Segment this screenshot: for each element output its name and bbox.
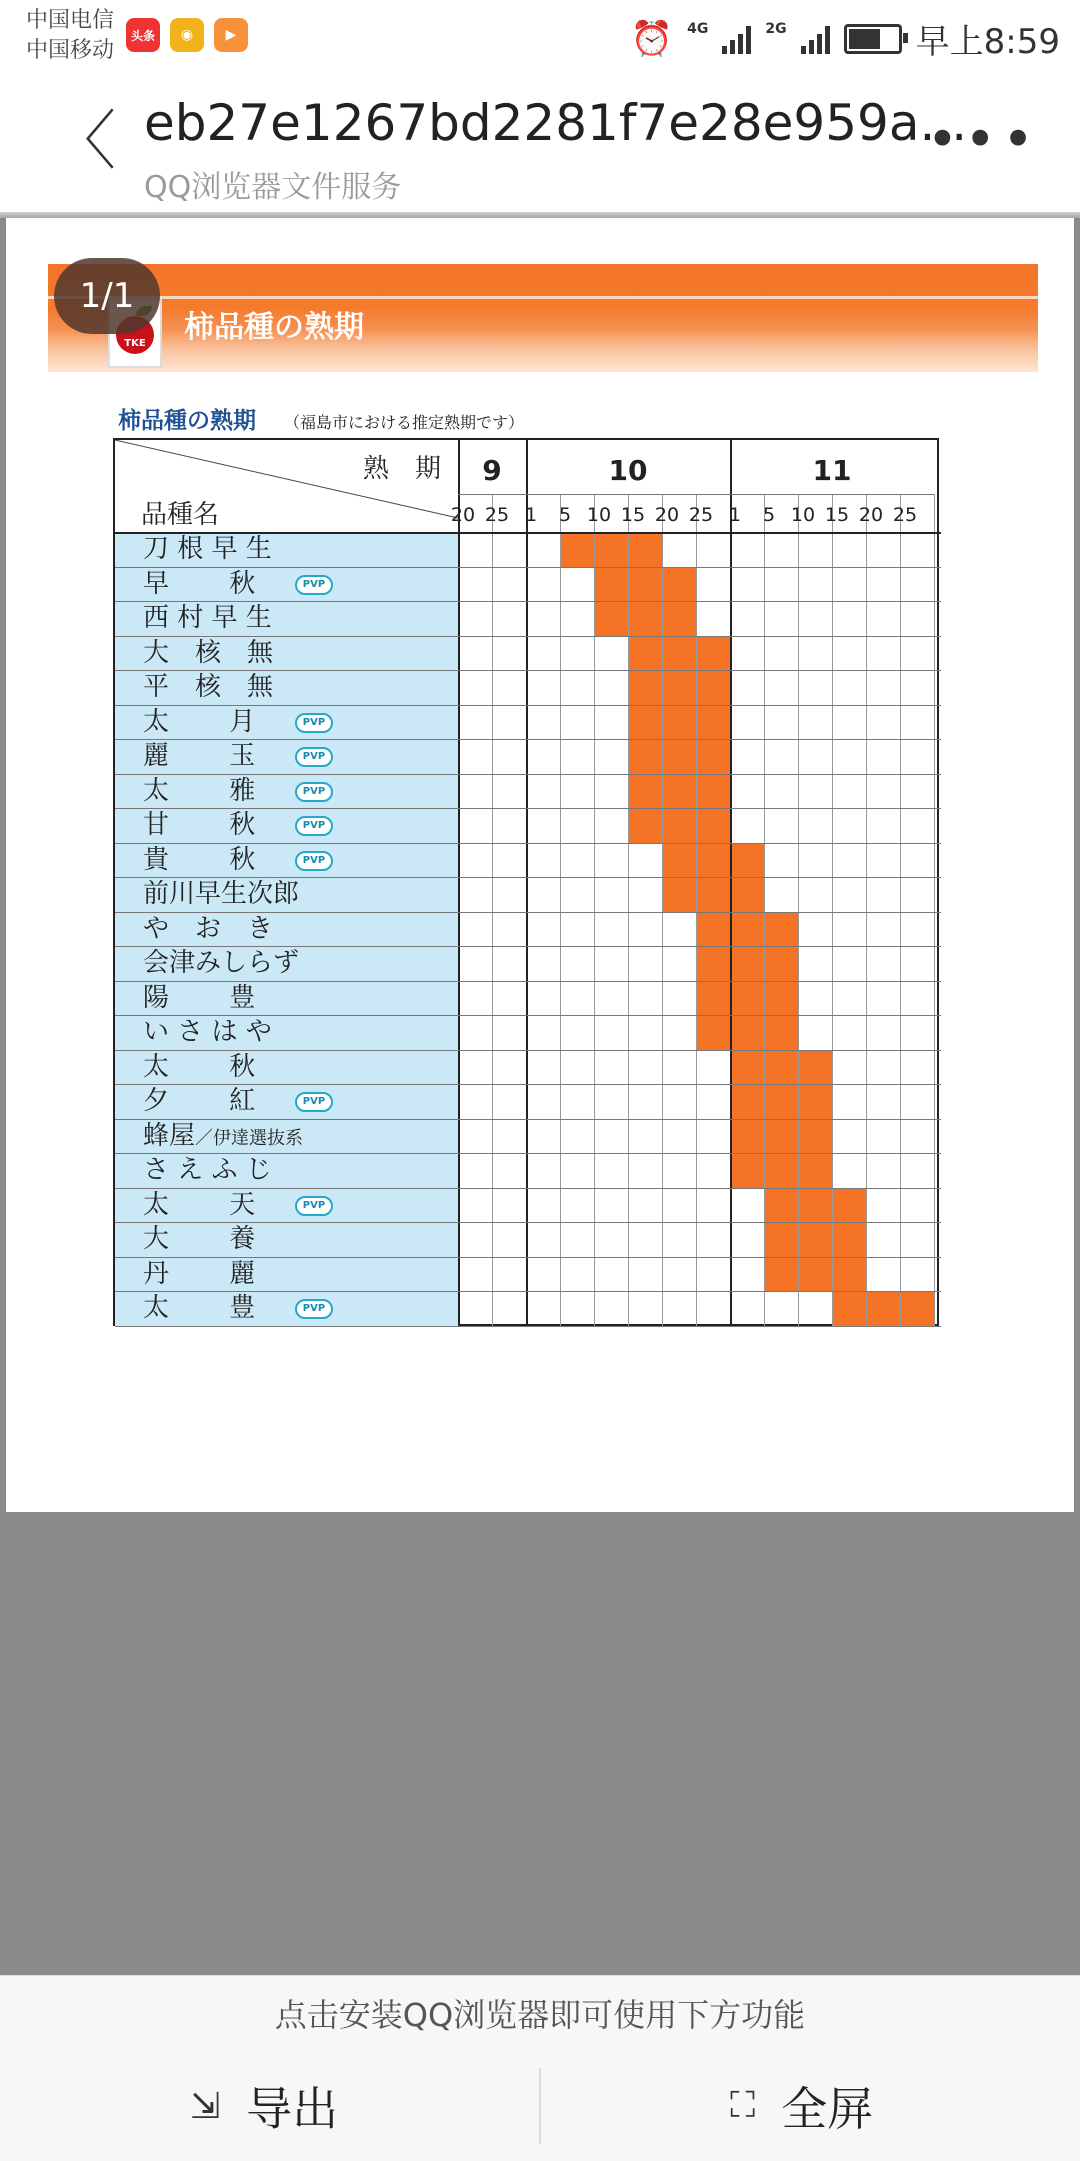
variety-subtitle: ／伊達選抜系 — [195, 1127, 304, 1149]
ripening-period-bar — [594, 567, 696, 602]
variety-name: 甘 秋 — [143, 810, 256, 840]
grid-vertical-line — [764, 494, 765, 1326]
video-app-icon: ▶ — [214, 18, 248, 52]
logo-text: TKE — [124, 338, 146, 349]
ripening-period-bar — [696, 946, 798, 981]
export-icon: ⇲ — [190, 2085, 221, 2127]
status-bar — [0, 0, 1080, 72]
variety-name: 平 核 無 — [143, 672, 274, 702]
pvp-badge: PVP — [295, 575, 333, 595]
variety-name: 早 秋 — [143, 568, 256, 599]
pvp-badge: PVP — [295, 1196, 333, 1216]
variety-name: 陽 豊 — [143, 982, 256, 1013]
ripening-period-bar — [628, 705, 730, 740]
day-label: 20 — [654, 504, 680, 526]
net-type-2: 2G — [765, 20, 787, 37]
chart-note: （福島市における推定熟期です） — [284, 413, 525, 432]
carrier-info — [26, 6, 114, 66]
grid-vertical-line — [594, 494, 595, 1326]
net-type-1: 4G — [687, 20, 709, 37]
grid-vertical-line — [934, 494, 935, 1326]
document-banner — [48, 264, 1038, 372]
variety-name: 刀 根 早 生 — [143, 534, 272, 564]
variety-name: 太 天 — [143, 1189, 256, 1220]
day-label: 10 — [790, 504, 816, 526]
day-label: 25 — [892, 504, 918, 526]
variety-name: 太 雅 — [143, 775, 256, 806]
fullscreen-label: 全屏 — [781, 2082, 874, 2136]
pvp-badge: PVP — [295, 1092, 333, 1112]
grid-vertical-line — [492, 494, 493, 1326]
bottom-toolbar — [0, 1975, 1080, 2161]
grid-vertical-line — [560, 494, 561, 1326]
variety-name: 太 月 — [143, 706, 256, 737]
grid-vertical-line — [526, 440, 528, 1326]
day-label: 25 — [484, 504, 510, 526]
variety-name: 蜂屋／伊達選抜系 — [143, 1120, 304, 1151]
day-label: 1 — [524, 504, 538, 526]
ripening-period-bar — [696, 1015, 798, 1050]
ripening-period-bar — [832, 1291, 934, 1326]
export-button[interactable] — [190, 2066, 338, 2146]
app-header — [0, 72, 1080, 212]
grid-vertical-line — [832, 494, 833, 1326]
grid-vertical-line — [662, 494, 663, 1326]
alarm-icon: ⏰ — [630, 18, 674, 59]
fullscreen-icon: ⛶ — [730, 2085, 756, 2126]
ripening-period-bar — [730, 1084, 832, 1119]
month-divider-line — [458, 494, 934, 495]
grid-vertical-line — [900, 494, 901, 1326]
ripening-period-bar — [764, 1222, 866, 1257]
ripening-period-bar — [560, 532, 662, 567]
toutiao-icon: 头条 — [126, 18, 160, 52]
day-label: 20 — [858, 504, 884, 526]
chart-title: 柿品種の熟期 — [118, 408, 256, 434]
ripening-period-bar — [730, 1119, 832, 1154]
pvp-badge: PVP — [295, 747, 333, 767]
grid-vertical-line — [866, 494, 867, 1326]
app-notification-icon: ◉ — [170, 18, 204, 52]
month-label: 11 — [812, 454, 852, 487]
variety-name: 西 村 早 生 — [143, 603, 272, 633]
pvp-badge: PVP — [295, 782, 333, 802]
ripening-period-bar — [764, 1188, 866, 1223]
banner-title: 柿品種の熟期 — [184, 310, 364, 345]
ripening-period-bar — [696, 912, 798, 947]
clock: 早上8:59 — [915, 22, 1060, 62]
variety-name: 太 秋 — [143, 1051, 256, 1082]
day-label: 15 — [824, 504, 850, 526]
document-title: eb27e1267bd2281f7e28e959a... — [144, 94, 968, 152]
ripening-period-bar — [696, 981, 798, 1016]
day-label: 20 — [450, 504, 476, 526]
variety-name: 会津みしらず — [143, 948, 300, 978]
back-arrow-icon[interactable]: 〈 — [52, 105, 116, 179]
ripening-period-bar — [594, 601, 696, 636]
status-right — [631, 14, 1060, 63]
variety-name: 貴 秋 — [143, 844, 256, 875]
grid-vertical-line — [458, 440, 460, 1326]
grid-vertical-line — [696, 494, 697, 1326]
page-indicator: 1/1 — [54, 258, 160, 334]
month-label: 9 — [482, 454, 502, 487]
ripening-period-bar — [764, 1257, 866, 1292]
day-label: 5 — [558, 504, 572, 526]
grid-vertical-line — [730, 440, 732, 1326]
variety-name: 麗 玉 — [143, 741, 256, 771]
month-label: 10 — [608, 454, 648, 487]
header-ripening-label: 熟 期 — [363, 454, 442, 484]
ripening-period-bar — [662, 843, 764, 878]
grid-vertical-line — [798, 494, 799, 1326]
day-label: 5 — [762, 504, 776, 526]
pvp-badge: PVP — [295, 851, 333, 871]
grid-vertical-line — [628, 494, 629, 1326]
signal-icon-2 — [801, 24, 830, 54]
export-label: 导出 — [246, 2082, 339, 2136]
header-variety-label: 品種名 — [141, 500, 220, 530]
variety-name: 大 核 無 — [143, 637, 274, 668]
variety-name: 大 養 — [143, 1224, 256, 1254]
pvp-badge: PVP — [295, 713, 333, 733]
ripening-period-bar — [628, 808, 730, 843]
ripening-period-bar — [662, 877, 764, 912]
toolbar-divider — [539, 2068, 541, 2144]
ripening-period-bar — [730, 1050, 832, 1085]
variety-name: 太 豊 — [143, 1293, 256, 1323]
variety-name: や お き — [143, 913, 274, 944]
variety-name: さ え ふ じ — [143, 1155, 272, 1185]
battery-icon — [844, 24, 902, 54]
carrier-1: 中国电信 — [26, 8, 115, 33]
pvp-badge: PVP — [295, 1299, 333, 1319]
ripening-period-bar — [628, 670, 730, 705]
day-label: 15 — [620, 504, 646, 526]
install-hint[interactable]: 点击安装QQ浏览器即可使用下方功能 — [274, 1996, 806, 2034]
day-label: 25 — [688, 504, 714, 526]
ripening-period-bar — [628, 774, 730, 809]
day-label: 1 — [728, 504, 742, 526]
document-page[interactable] — [6, 218, 1074, 1512]
carrier-2: 中国移动 — [26, 38, 115, 63]
ripening-table — [113, 438, 939, 1326]
banner-line — [48, 296, 1038, 299]
variety-name: 丹 麗 — [143, 1258, 256, 1289]
variety-name: 夕 紅 — [143, 1086, 256, 1116]
variety-name: い さ は や — [143, 1017, 272, 1047]
signal-icon — [722, 24, 751, 54]
document-subtitle: QQ浏览器文件服务 — [144, 170, 402, 205]
more-menu-icon[interactable]: ••• — [926, 108, 1040, 171]
day-label: 10 — [586, 504, 612, 526]
ripening-period-bar — [730, 1153, 832, 1188]
fullscreen-button[interactable] — [730, 2066, 873, 2146]
ripening-period-bar — [628, 739, 730, 774]
notification-icons — [126, 18, 248, 52]
pvp-badge: PVP — [295, 816, 333, 836]
variety-name: 前川早生次郎 — [143, 879, 300, 909]
ripening-period-bar — [628, 636, 730, 671]
